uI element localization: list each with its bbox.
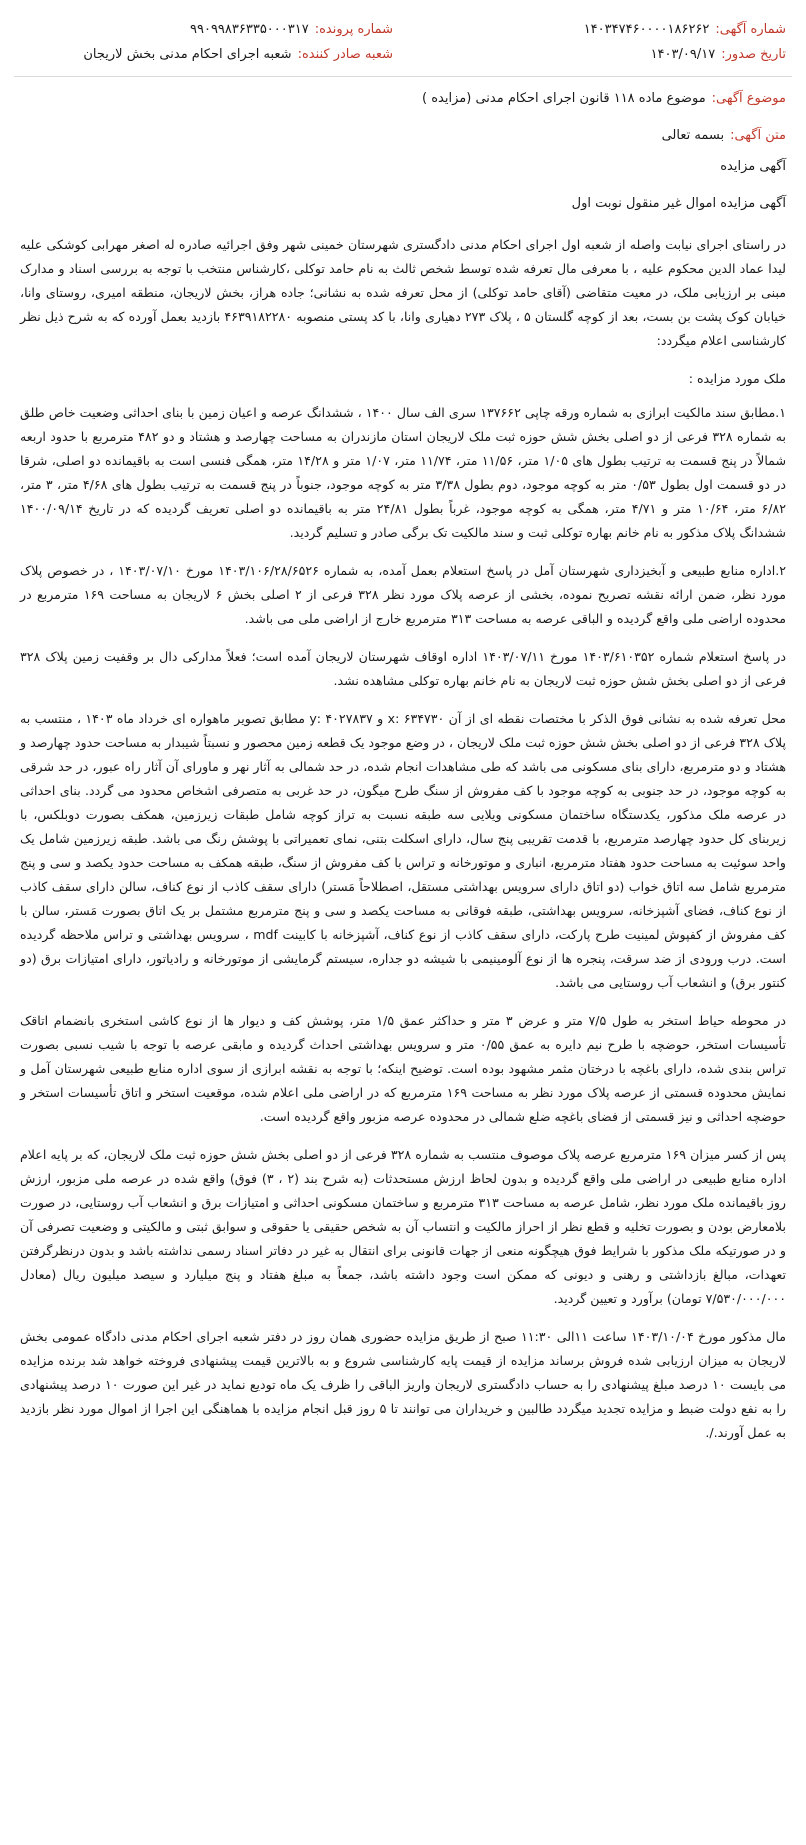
issuing-branch-label: شعبه صادر کننده: (297, 47, 393, 62)
endowment-paragraph: در پاسخ استعلام شماره ۱۴۰۳/۶۱۰۳۵۲ مورخ ۱۴۰۳/۰۷/۱۱ اداره اوقاف شهرستان لاریجان آمده است؛ فعلاً مدارکی دال بر وقفیت زمین پلاک ۳۲۸ فرعی از دو اصلی بخش شش حوزه ثبت لاریجان به نام خانم بهاره توکلی مشاهده نشد. (20, 649, 786, 688)
property-section-title: ملک مورد مزایده : (688, 371, 786, 386)
issue-date-label: تاریخ صدور: (721, 47, 786, 62)
issuing-branch-value: شعبه اجرای احکام مدنی بخش لاریجان (83, 47, 292, 62)
subject-label: موضوع آگهی: (711, 91, 786, 106)
notice-body (14, 233, 792, 1445)
ad-text-label: متن آگهی: (730, 128, 786, 143)
ad-number (413, 22, 786, 37)
notice-meta (14, 18, 792, 62)
issue-date (413, 47, 786, 62)
ad-number-label: شماره آگهی: (715, 22, 786, 37)
intro-paragraph: در راستای اجرای نیابت واصله از شعبه اول اجرای احکام مدنی دادگستری شهرستان خمینی شهر وفق اجرائیه صادره له اصغر مهرابی کوشکی علیه لیدا عماد الدین محکوم علیه ، با معرفی مال تعرفه شده توسط شخص ثالث به نام حامد توکلی ،کارشناس منتخب با توجه به بررسی اسناد و مدارک مبنی بر ارزیابی ملک، در معیت متقاضی (آقای حامد توکلی) از محل تعرفه شده به نشانی؛ جاده هراز، بخش لاریجان، منطقه امیری، روستای وانا، خیابان کوک پشت بن بست، بعد از کوچه گلستان ۵ ، پلاک ۲۷۳ دهیاری وانا، با کد پستی منصوبه ۴۶۳۹۱۸۲۲۸۰ بازدید بعمل آورده که به شرح ذیل نظر کارشناسی اعلام میگردد: (20, 237, 786, 348)
case-number-label: شماره پرونده: (314, 22, 393, 37)
deed-paragraph: ۱.مطابق سند مالکیت ابرازی به شماره ورقه چاپی ۱۳۷۶۶۲ سری الف سال ۱۴۰۰ ، ششدانگ عرصه و اعیان زمین با بنای احداثی وضعیت خاص طلق به شماره ۳۲۸ فرعی از دو اصلی بخش شش حوزه ثبت ملک لاریجان استان مازندران به مساحت چهارصد و هشتاد و دو ۴۸۲ مترمربع با حدود اربعه شمالاً در پنج قسمت به ترتیب بطول های ۱/۰۵ متر، ۱۱/۵۶ متر، ۱۱/۷۴ متر، ۱/۰۷ متر و ۱۴/۲۸ متر، همگی فنسی است به باقیمانده دو اصلی، شرقا در دو قسمت اول بطول ۰/۵۳ متر به کوچه موجود، دوم بطول ۳/۳۸ متر به کوچه موجود، جنوباً در پنج قسمت به ترتیب بطول های ۴/۶۸ متر، ۳ متر، ۶/۸۲ متر، ۱۰/۶۴ متر و ۴/۷۱ متر، همگی به کوچه موجود، غرباً بطول ۲۴/۸۱ متر به باقیمانده دو اصلی تعریف گردیده که در تاریخ ۱۴۰۰/۰۹/۱۴ ششدانگ پلاک مذکور به نام خانم بهاره توکلی ثبت و سند مالکیت تک برگی صادر و تسلیم گردید. (20, 405, 786, 540)
auction-subheading: آگهی مزایده اموال غیر منقول نوبت اول (571, 196, 786, 211)
valuation-paragraph: پس از کسر میزان ۱۶۹ مترمربع عرصه پلاک موصوف منتسب به شماره ۳۲۸ فرعی از دو اصلی بخش شش حوزه ثبت ملک لاریجان، که بر پایه اعلام اداره منابع طبیعی در اراضی ملی واقع گردیده و بدون لحاظ ارزش مستحدثات (به شرح بند (۲ ، ۳) فوق) واقع شده در عرصه ملی مزبور، ارزش روز باقیمانده ملک مورد نظر، شامل عرصه به مساحت ۳۱۳ مترمربع و ساختمان مسکونی احداثی و امتیازات برق و انشعاب آب روستایی، در صورت بلامعارض بودن و بصورت تخلیه و قطع نظر از احراز مالکیت و انتساب آن به شخص حقیقی یا حقوقی و سوابق ثبتی و مالکیتی و وضعیت تصرفی آن و در صورتیکه ملک مذکور با شرایط فوق هیچگونه منعی از جهات قانونی برای انتقال به غیر در دفاتر اسناد رسمی نداشته باشد و بدون درنظرگرفتن تعهدات، مبالغ بازداشتی و رهنی و دیونی که ممکن است وجود داشته باشد، جمعاً به مبلغ هفتاد و پنج میلیارد و سیصد میلیون ریال (معادل ۷/۵۳۰/۰۰۰/۰۰۰ تومان) برآورد و تعیین گردید. (20, 1147, 787, 1306)
natural-resources-paragraph: ۲.اداره منابع طبیعی و آبخیزداری شهرستان آمل در پاسخ استعلام بعمل آمده، به شماره ۱۴۰۳/۱۰۶/۲۸/۶۵۲۶ مورخ ۱۴۰۳/۰۷/۱۰ ، در خصوص پلاک مورد نظر، ضمن ارائه نقشه تصریح نموده، بخشی از عرصه پلاک مورد نظر ۳۲۸ فرعی از ۲ اصلی بخش ۶ لاریجان به مساحت ۱۶۹ مترمربع در محدوده اراضی ملی واقع گردیده و الباقی عرصه به مساحت ۳۱۳ مترمربع خارج از اراضی ملی می باشد. (20, 563, 786, 626)
issuing-branch (20, 47, 393, 62)
header-divider (14, 76, 792, 77)
case-number (20, 22, 393, 37)
notice-text-header (14, 128, 792, 143)
yard-paragraph: در محوطه حیاط استخر به طول ۷/۵ متر و عرض ۳ متر و حداکثر عمق ۱/۵ متر، پوشش کف و دیوار ها از نوع کاشی استخری بانضمام اتاقک تأسیسات استخر، حوضچه با طرح نیم دایره به عمق ۰/۵۵ متر و سرویس بهداشتی احداث گردیده و مابقی عرصه با توجه با شیب نسبی بصورت تراس بندی شده، دارای باغچه با درختان مثمر مشهود بوده است. توضیح اینکه؛ با توجه به نقشه ابرازی از سوی اداره منابع طبیعی شهرستان آمل و نمایش محدوده قسمتی از عرصه پلاک مورد نظر به مساحت ۱۶۹ مترمربع که در اراضی ملی اعلام شده، موقعیت استخر و اتاق تأسیسات استخر و حوضچه احداثی و نیز قسمتی از فضای باغچه ضلع شمالی در محدوده عرصه مزبور واقع گردیده است. (20, 1013, 787, 1124)
subject-value: موضوع ماده ۱۱۸ قانون اجرای احکام مدنی (مزایده ) (422, 91, 706, 106)
auction-terms-paragraph: مال مذکور مورخ ۱۴۰۳/۱۰/۰۴ ساعت ۱۱الی ۱۱:۳۰ صبح از طریق مزایده حضوری همان روز در دفتر شعبه اجرای احکام مدنی دادگاه عمومی بخش لاریجان به میزان ارزیابی شده فروش برساند مزایده از قیمت پایه کارشناسی شروع و به بالاترین قیمت پیشنهادی فروخته خواهد شد برنده مزایده می بایست ۱۰ درصد مبلغ پیشنهادی را به حساب دادگستری لاریجان واریز الباقی را ظرف یک ماه تودیع نماید در غیر این صورت ۱۰ درصد پیشنهادی را به نفع دولت ضبط و مزایده تجدید میگردد طالبین و خریداران می توانند تا ۵ روز قبل انجام مزایده با هماهنگی این اجرا از اموال مورد نظر بازدید به عمل آورند./. (20, 1329, 786, 1440)
ad-number-value: ۱۴۰۳۴۷۴۶۰۰۰۰۱۸۶۲۶۲ (583, 22, 710, 37)
site-description-paragraph: محل تعرفه شده به نشانی فوق الذکر با مختصات نقطه ای از آن ۶۳۴۷۳۰ :x و ۴۰۲۷۸۳۷ :y مطابق تصویر ماهواره ای خرداد ماه ۱۴۰۳ ، منتسب به پلاک ۳۲۸ فرعی از دو اصلی بخش شش حوزه ثبت ملک لاریجان ، در وضع موجود یک قطعه زمین محصور و نسبتاً شیبدار به مساحت حدود چهارصد و هشتاد و دو مترمربع، دارای بنای مسکونی می باشد که طی مشاهدات انجام شده، در حد شمالی به آثار نهر و ماورای آن آثار راه عبور، در حد شرقی به کوچه موجود، در حد جنوبی به کوچه موجود با کف مفروش از سنگ طرح میگون، در حد غربی به متصرفی اشخاص محدود می گردد. بنای احداثی در عرصه ملک مذکور، یکدستگاه ساختمان مسکونی ویلایی سه طبقه نسبت به تراز کوچه شامل طبقات زیرزمین، همکف بصورت دوبلکس، با زیربنای کل حدود چهارصد مترمربع، با قدمت تقریبی پنج سال، دارای اسکلت بتنی، نمای تعمیراتی با پوشش رنگ می باشد. طبقه زیرزمین شامل یک واحد سوئیت به مساحت حدود هفتاد مترمربع، انباری و موتورخانه و تراس با کف مفروش از سنگ، طبقه همکف به مساحت حدود یکصد و سی و پنج مترمربع شامل سه اتاق خواب (دو اتاق دارای سرویس بهداشتی مستقل، اصطلاحاً مَستر) دارای سقف کاذب از نوع کناف، سالن دارای سقف کاذب از نوع کناف، فضای آشپزخانه، سرویس بهداشتی، طبقه فوقانی به مساحت یکصد و سی و پنج مترمربع مشتمل بر یک اتاق بصورت مَستر، سالن با کف مفروش از کفپوش لمینیت طرح پارکت، دارای سقف کاذب از نوع کناف، آشپزخانه با کابینت mdf ، سرویس بهداشتی و تراس ملاحظه گردیده است. درب ورودی از ضد سرقت، پنجره ها از نوع آلومینیمی با شیشه دو جداره، سیستم گرمایشی از موتورخانه و رادیاتور، دارای امتیازات برق (دو کنتور برق) و انشعاب آب روستایی می باشد. (20, 711, 786, 990)
issue-date-value: ۱۴۰۳/۰۹/۱۷ (650, 47, 716, 62)
notice-subject (14, 91, 792, 106)
case-number-value: ۹۹۰۹۹۸۳۶۳۳۵۰۰۰۳۱۷ (190, 22, 309, 37)
auction-heading: آگهی مزایده (720, 159, 786, 174)
ad-text-value: بسمه تعالی (661, 128, 725, 143)
